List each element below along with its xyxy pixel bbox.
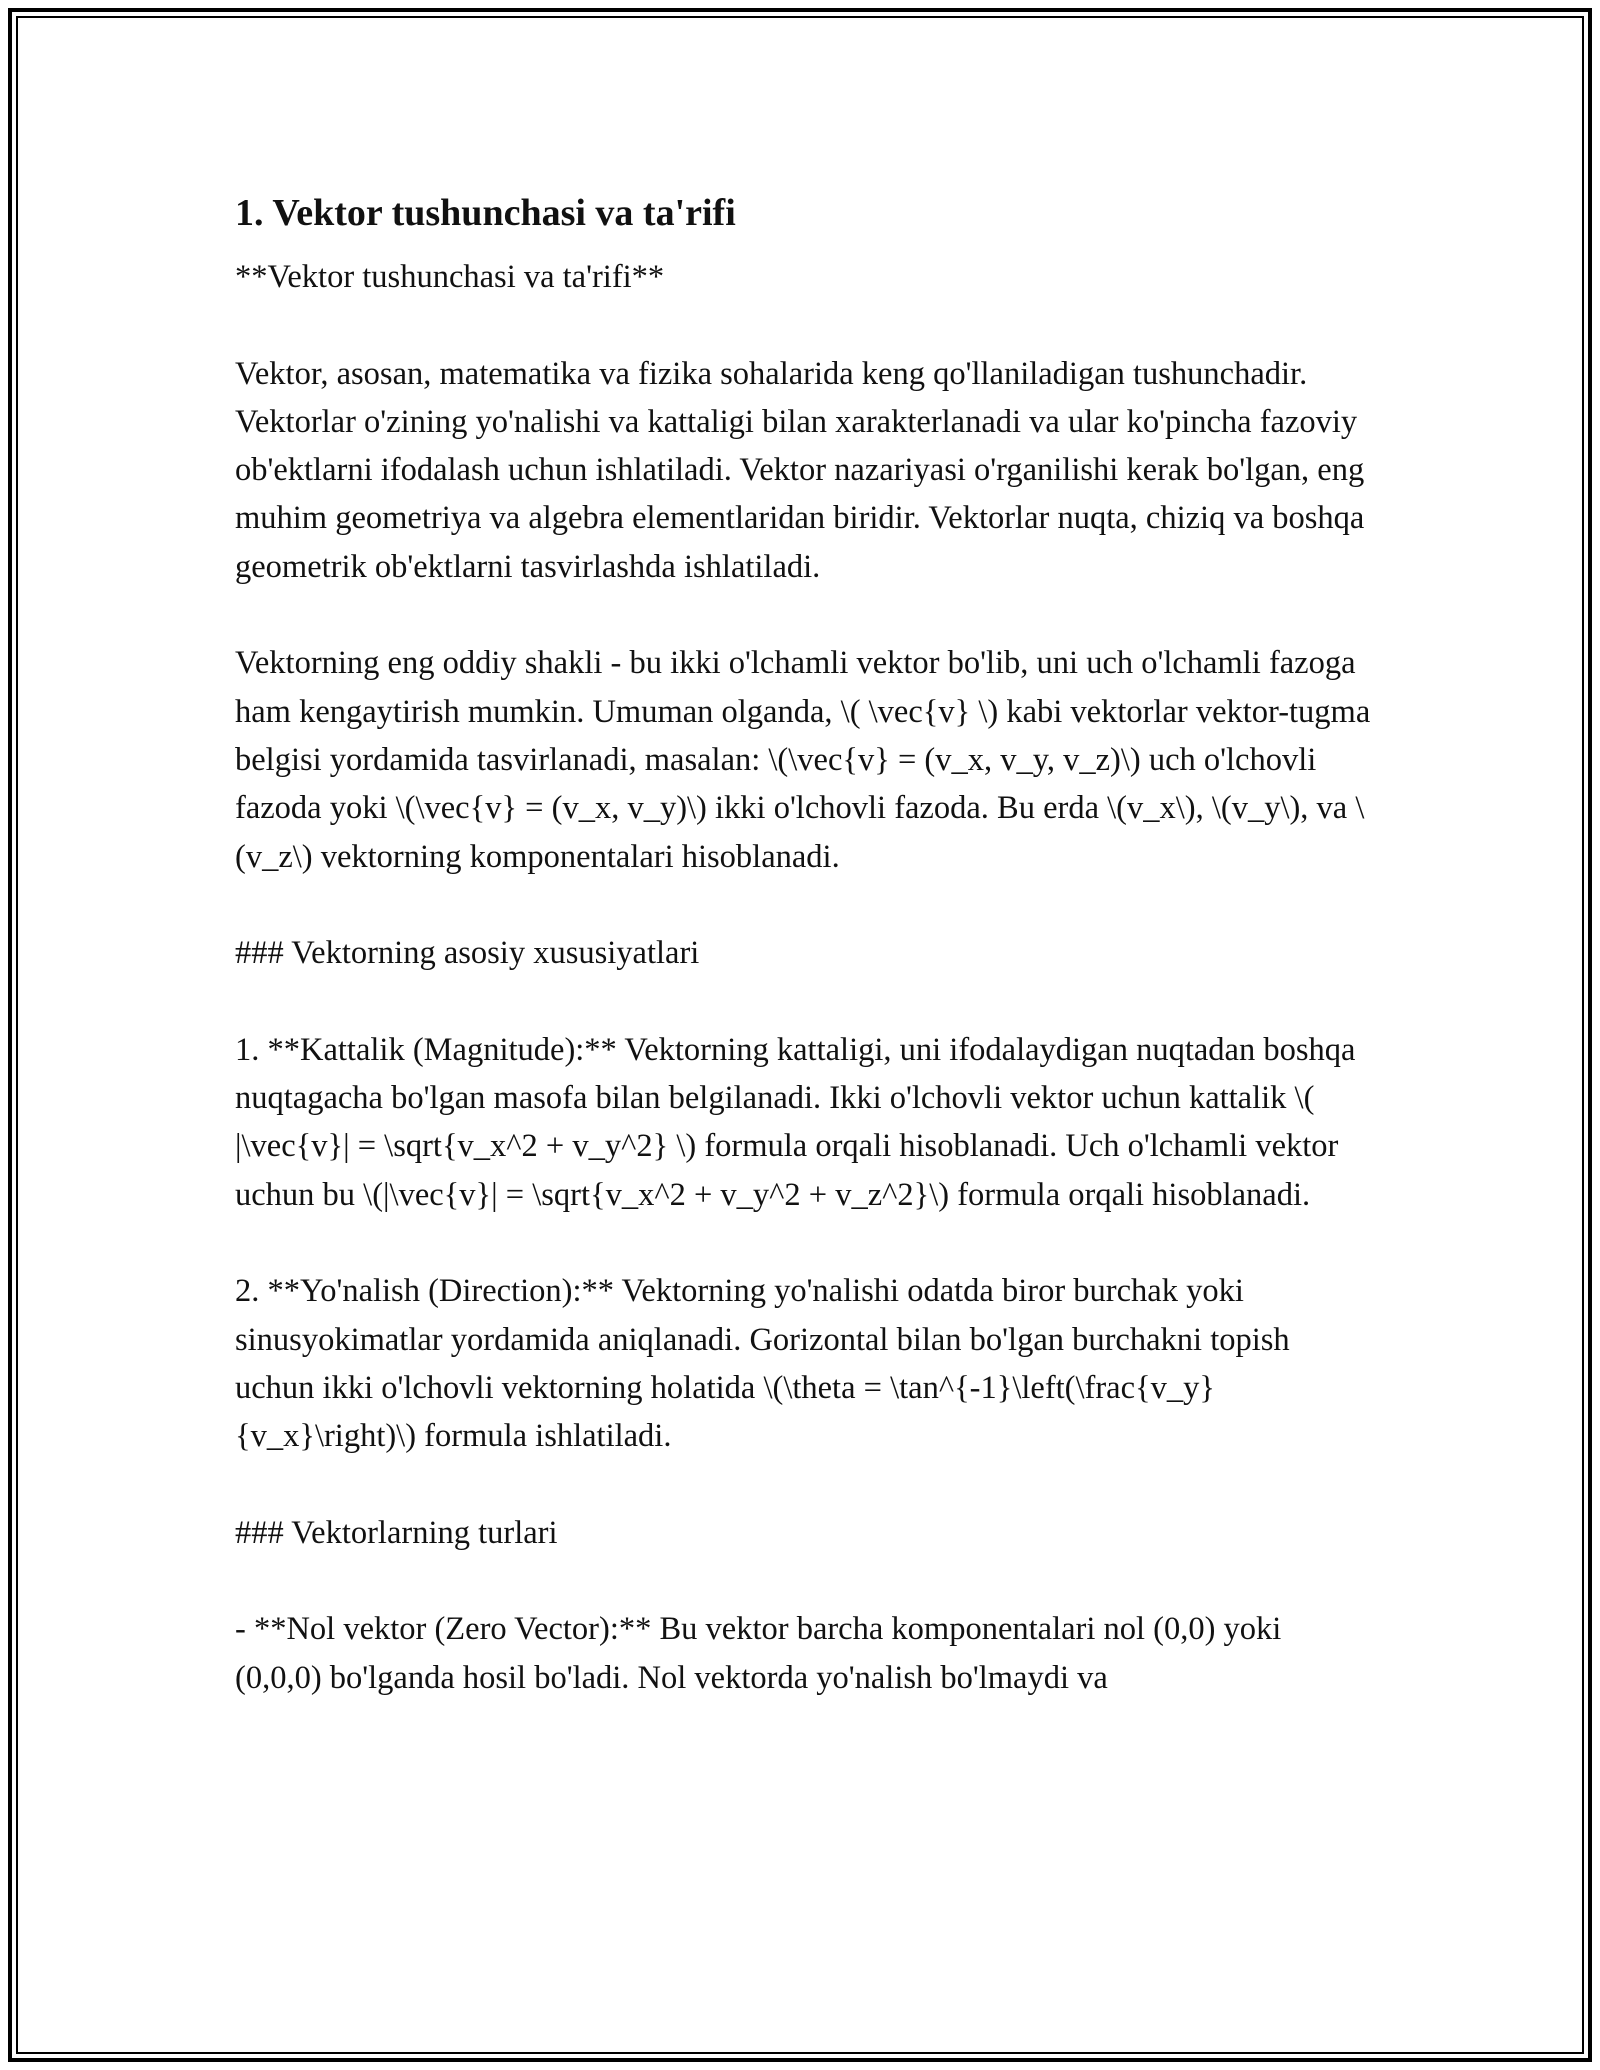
list-item-direction: 2. **Yo'nalish (Direction):** Vektorning yo'nalishi odatda biror burchak yoki sinusyokimatlar yordamida aniqlanadi. Gorizontal bilan bo'lgan burchakni topish uchun ikki o'lchovli vektorning holatida \(\theta = \tan^{-1}\left(\frac{v_y}{v_x}\right)\) formula ishlatiladi. — [235, 1273, 1290, 1455]
list-item-zero-vector: - **Nol vektor (Zero Vector):** Bu vektor barcha komponentalari nol (0,0) yoki (0,0,0) bo'lganda hosil bo'ladi. Nol vektorda yo'nalish bo'lmaydi va — [235, 1611, 1282, 1696]
subheading-types: ### Vektorlarning turlari — [235, 1514, 558, 1551]
paragraph-bold-title: **Vektor tushunchasi va ta'rifi** — [235, 259, 665, 295]
list-item-magnitude: 1. **Kattalik (Magnitude):** Vektorning kattaligi, uni ifodalaydigan nuqtadan boshqa nuqtagacha bo'lgan masofa bilan belgilanadi. Ikki o'lchovli vektor uchun kattalik \( |\vec{v}| = \sqrt{v_x^2 + v_y^2} \) formula orqali hisoblanadi. Uch o'lchamli vektor uchun bu \(|\vec{v}| = \sqrt{v_x^2 + v_y^2 + v_z^2}\) formula orqali hisoblanadi. — [235, 1031, 1356, 1213]
paragraph-definition: Vektor, asosan, matematika va fizika sohalarida keng qo'llaniladigan tushunchadir. Vektorlar o'zining yo'nalishi va kattaligi bilan xarakterlanadi va ular ko'pincha fazoviy ob'ektlarni ifodalash uchun ishlatiladi. Vektor nazariyasi o'rganilishi kerak bo'lgan, eng muhim geometriya va algebra elementlaridan biridir. Vektorlar nuqta, chiziq va boshqa geometrik ob'ektlarni tasvirlashda ishlatiladi. — [235, 355, 1365, 585]
subheading-properties: ### Vektorning asosiy xususiyatlari — [235, 935, 700, 972]
paragraph-simple-form: Vektorning eng oddiy shakli - bu ikki o'lchamli vektor bo'lib, uni uch o'lchamli fazoga ham kengaytirish mumkin. Umuman olganda, \( \vec{v} \) kabi vektorlar vektor-tugma belgisi yordamida tasvirlanadi, masalan: \(\vec{v} = (v_x, v_y, v_z)\) uch o'lchovli fazoda yoki \(\vec{v} = (v_x, v_y)\) ikki o'lchovli fazoda. Bu erda \(v_x\), \(v_y\), va \(v_z\) vektorning komponentalari hisoblanadi. — [235, 645, 1371, 875]
document-body — [235, 185, 1375, 1702]
section-heading: 1. Vektor tushunchasi va ta'rifi — [235, 192, 736, 234]
